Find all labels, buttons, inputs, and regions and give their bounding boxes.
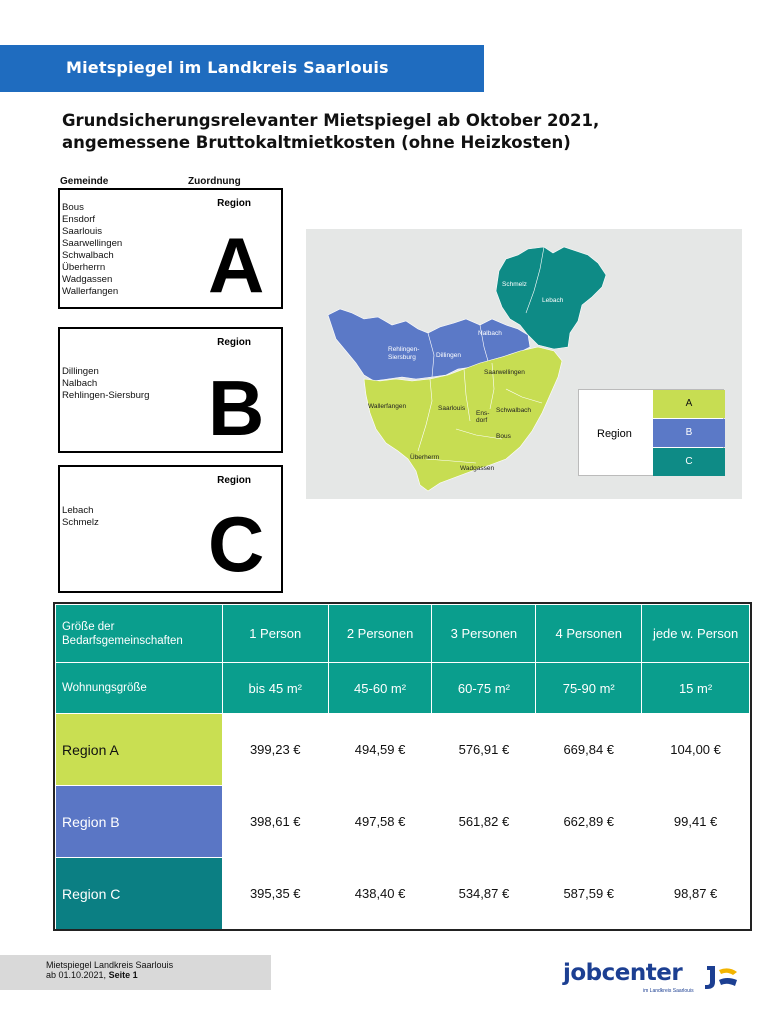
table-row-region-b [56,786,750,858]
municipality-item: Saarlouis [62,226,102,237]
map-label-nalbach: Nalbach [478,330,502,337]
region-a-list [62,202,122,298]
municipality-item: Schwalbach [62,250,114,261]
region-c-tag: Region [217,475,251,486]
municipality-item: Ensdorf [62,214,96,225]
municipality-item: Rehlingen-Siersburg [62,390,150,401]
region-b-list [62,366,149,402]
size-cell: 45-60 m² [328,663,432,714]
region-a-letter: A [208,221,265,309]
rent-cell: 669,84 € [536,714,642,786]
header-cell: jede w. Person [642,605,750,663]
map-label-ueberherrn: Überherrn [410,454,440,461]
map-label-wadgassen: Wadgassen [460,465,495,472]
region-c-box [58,465,283,593]
map-label-saarlouis: Saarlouis [438,405,466,412]
table-header-row [56,605,750,663]
region-b-tag: Region [217,337,251,348]
row-label-region-b: Region B [56,786,223,858]
row-label-region-a: Region A [56,714,223,786]
banner-title: Mietspiegel im Landkreis Saarlouis [66,58,389,77]
jobcenter-logo-icon [703,962,747,992]
municipality-item: Überherrn [62,262,106,273]
legend-label: Region [597,428,632,440]
region-b-letter: B [208,364,265,452]
region-c-letter: C [208,500,265,588]
map-label-rehlingen-2: Siersburg [388,354,416,361]
logo-subtitle: im Landkreis Saarlouis [643,988,694,994]
row-label-region-c: Region C [56,858,223,930]
municipality-item: Lebach [62,505,94,516]
legend-swatch-a: A [653,390,725,418]
map-label-schwalbach: Schwalbach [496,407,532,414]
heading-line-2: angemessene Bruttokaltmietkosten (ohne Heizkosten) [62,133,571,152]
logo-wordmark: jobcenter [563,960,683,986]
size-cell: bis 45 m² [222,663,328,714]
municipality-item: Saarwellingen [62,238,123,249]
rent-table [55,604,750,930]
size-cell: 60-75 m² [432,663,536,714]
rent-cell: 494,59 € [328,714,432,786]
page-footer [0,955,271,990]
footer-line-2 [46,970,138,980]
municipality-item: Nalbach [62,378,98,389]
rent-cell: 438,40 € [328,858,432,930]
legend-swatch-b: B [653,419,725,447]
table-row-region-c [56,858,750,930]
region-c-list [62,505,99,529]
map-label-bous: Bous [496,433,511,440]
map-legend [578,389,724,476]
footer-date: ab 01.10.2021, [46,970,109,980]
size-cell: 15 m² [642,663,750,714]
rent-cell: 534,87 € [432,858,536,930]
title-banner [0,45,484,92]
rent-cell: 395,35 € [222,858,328,930]
table-row-region-a [56,714,750,786]
rent-cell: 561,82 € [432,786,536,858]
map-label-schmelz: Schmelz [502,281,527,288]
rent-cell: 399,23 € [222,714,328,786]
rent-cell: 576,91 € [432,714,536,786]
header-cell: Größe der Bedarfsgemeinschaften [56,605,223,663]
municipality-item: Schmelz [62,517,99,528]
size-cell: 75-90 m² [536,663,642,714]
map-label-rehlingen-1: Rehlingen- [388,346,420,353]
header-cell: 1 Person [222,605,328,663]
municipality-item: Wadgassen [62,274,113,285]
municipality-item: Wallerfangen [62,286,119,297]
rent-cell: 398,61 € [222,786,328,858]
page-heading [62,110,599,154]
rent-cell: 104,00 € [642,714,750,786]
region-b-box [58,327,283,453]
footer-page-number: Seite 1 [108,970,138,980]
header-cell: 2 Personen [328,605,432,663]
map-label-dillingen: Dillingen [436,352,461,359]
rent-cell: 98,87 € [642,858,750,930]
legend-swatch-c: C [653,448,725,476]
column-head-zuordnung: Zuordnung [188,176,241,187]
size-cell: Wohnungsgröße [56,663,223,714]
map-label-lebach: Lebach [542,297,564,304]
map-label-saarwellingen: Saarwellingen [484,369,525,376]
table-size-row [56,663,750,714]
rent-cell: 662,89 € [536,786,642,858]
map-label-wallerfangen: Wallerfangen [368,403,407,410]
municipality-item: Bous [62,202,84,213]
column-head-gemeinde: Gemeinde [60,176,109,187]
jobcenter-logo [563,960,753,996]
region-a-tag: Region [217,198,251,209]
municipality-item: Dillingen [62,366,99,377]
footer-line-1: Mietspiegel Landkreis Saarlouis [46,960,174,970]
header-cell: 3 Personen [432,605,536,663]
heading-line-1: Grundsicherungsrelevanter Mietspiegel ab Oktober 2021, [62,111,600,130]
rent-cell: 497,58 € [328,786,432,858]
map-label-ensdorf-1: Ens- [476,410,490,417]
rent-cell: 99,41 € [642,786,750,858]
map-label-ensdorf-2: dorf [476,417,488,424]
rent-cell: 587,59 € [536,858,642,930]
region-a-box [58,188,283,309]
header-cell: 4 Personen [536,605,642,663]
